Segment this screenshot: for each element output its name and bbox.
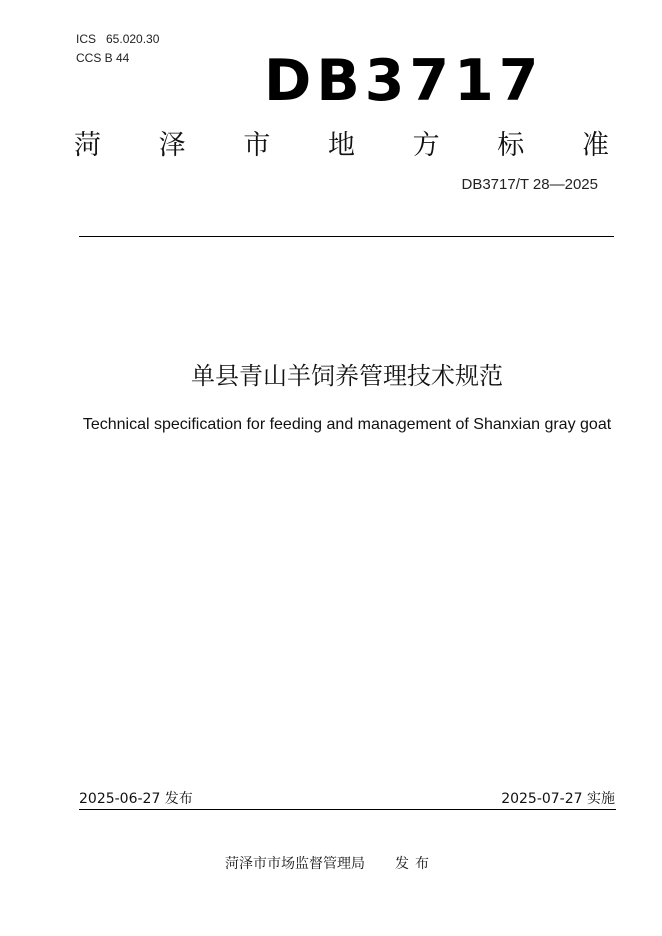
standard-type-char: 标: [497, 130, 525, 161]
standard-type-char: 泽: [158, 130, 186, 161]
header-divider: [79, 236, 614, 237]
issuer-line: [225, 853, 435, 875]
standard-type-char: 菏: [74, 130, 101, 161]
standard-type-char: 市: [243, 130, 271, 161]
document-title-cn: 单县青山羊饲养管理技术规范: [191, 362, 503, 390]
footer-divider: [79, 809, 616, 810]
standard-number: DB3717/T 28—2025: [461, 176, 598, 193]
standard-type-char: 准: [581, 130, 609, 161]
ics-code: ICS 65.020.30: [76, 32, 160, 46]
standard-code: DB3717: [264, 48, 544, 114]
issuer-name: 菏泽市市场监督管理局: [225, 856, 365, 872]
issuer-action: 发布: [395, 856, 435, 872]
implementation-date: 2025-07-27 实施: [501, 791, 615, 807]
publish-date: 2025-06-27 发布: [79, 791, 193, 807]
ccs-code: CCS B 44: [76, 51, 130, 65]
document-title-en: Technical specification for feeding and management of Shanxian gray goat: [82, 416, 612, 433]
standard-type-char: 方: [412, 130, 440, 161]
standard-type: [74, 126, 609, 166]
standard-type-char: 地: [327, 130, 355, 161]
